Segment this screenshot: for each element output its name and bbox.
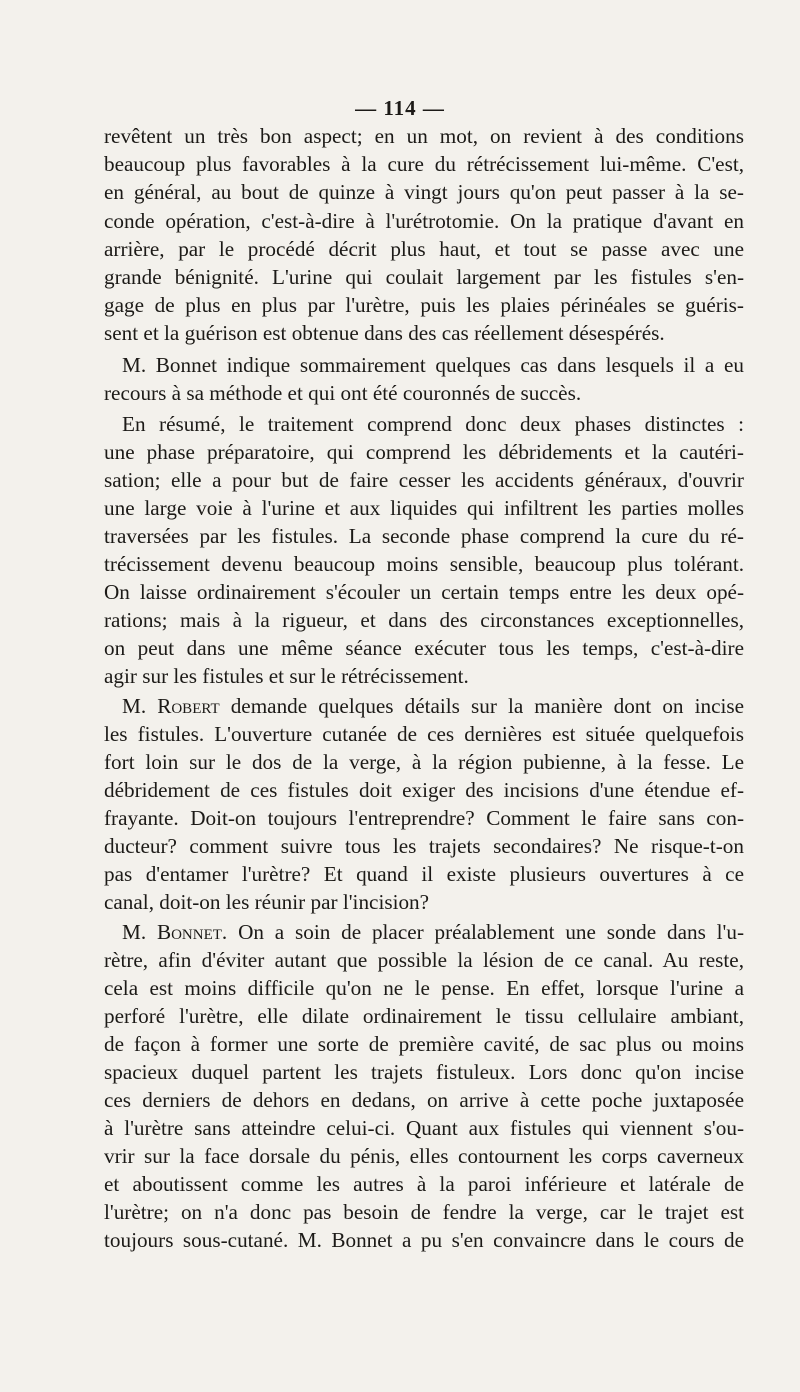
text-line: à l'urètre sans atteindre celui-ci. Quant aux fistules qui viennent s'ou- (104, 1116, 744, 1140)
text-line-robert (122, 692, 744, 720)
text-line: beaucoup plus favorables à la cure du rétrécissement lui-même. C'est, (104, 152, 744, 176)
text-line: perforé l'urètre, elle dilate ordinairement le tissu cellulaire ambiant, (104, 1004, 744, 1028)
text-line: trécissement devenu beaucoup moins sensible, beaucoup plus tolérant. (104, 552, 744, 576)
text-line: toujours sous-cutané. M. Bonnet a pu s'en convaincre dans le cours de (104, 1228, 744, 1252)
text-line: ces derniers de dehors en dedans, on arrive à cette poche juxtaposée (104, 1088, 744, 1112)
text-line: revêtent un très bon aspect; en un mot, on revient à des conditions (104, 124, 744, 148)
text-line: sation; elle a pour but de faire cesser les accidents généraux, d'ouvrir (104, 468, 744, 492)
speaker-prefix: M. (122, 694, 147, 718)
text-line: conde opération, c'est-à-dire à l'urétrotomie. On la pratique d'avant en (104, 209, 744, 233)
text-line: spacieux duquel partent les trajets fistuleux. Lors donc qu'on incise (104, 1060, 744, 1084)
speaker-name-bonnet: Bonnet. (156, 920, 228, 944)
page-number: — 114 — (355, 96, 445, 120)
text-line: pas d'entamer l'urètre? Et quand il existe plusieurs ouvertures à ce (104, 862, 744, 886)
text-line: on peut dans une même séance exécuter tous les temps, c'est-à-dire (104, 636, 744, 660)
text-line: traversées par les fistules. La seconde phase comprend la cure du ré- (104, 524, 744, 548)
text-line: les fistules. L'ouverture cutanée de ces dernières est située quelquefois (104, 722, 744, 746)
text-line: grande bénignité. L'urine qui coulait largement par les fistules s'en- (104, 265, 744, 289)
text-line: une large voie à l'urine et aux liquides qui infiltrent les parties molles (104, 496, 744, 520)
text-line: sent et la guérison est obtenue dans des cas réellement désespérés. (104, 321, 665, 345)
text-fragment: demande quelques détails sur la manière dont on incise (230, 694, 745, 718)
speaker-prefix: M. (122, 920, 147, 944)
text-line: canal, doit-on les réunir par l'incision? (104, 890, 430, 914)
text-line: une phase préparatoire, qui comprend les débridements et la cautéri- (104, 440, 744, 464)
text-line-bonnet (122, 918, 744, 946)
text-line: débridement de ces fistules doit exiger des incisions d'une étendue ef- (104, 778, 744, 802)
text-line: ducteur? comment suivre tous les trajets secondaires? Ne risque-t-on (104, 834, 744, 858)
text-line: rations; mais à la rigueur, et dans des circonstances exceptionnelles, (104, 608, 744, 632)
text-line: arrière, par le procédé décrit plus haut, et tout se passe avec une (104, 237, 744, 261)
text-line: rètre, afin d'éviter autant que possible la lésion de ce canal. Au reste, (104, 948, 744, 972)
text-line: et aboutissent comme les autres à la paroi inférieure et latérale de (104, 1172, 744, 1196)
text-line: recours à sa méthode et qui ont été couronnés de succès. (104, 381, 582, 405)
text-line: cela est moins difficile qu'on ne le pense. En effet, lorsque l'urine a (104, 976, 744, 1000)
text-line: On laisse ordinairement s'écouler un certain temps entre les deux opé- (104, 580, 744, 604)
text-line: gage de plus en plus par l'urètre, puis les plaies périnéales se guéris- (104, 293, 744, 317)
text-line: frayante. Doit-on toujours l'entreprendre? Comment le faire sans con- (104, 806, 744, 830)
text-line: En résumé, le traitement comprend donc deux phases distinctes : (122, 412, 744, 436)
speaker-name-robert: Robert (157, 694, 220, 718)
text-line: de façon à former une sorte de première cavité, de sac plus ou moins (104, 1032, 744, 1056)
text-line: vrir sur la face dorsale du pénis, elles contournent les corps caverneux (104, 1144, 744, 1168)
text-line: M. Bonnet indique sommairement quelques cas dans lesquels il a eu (122, 353, 744, 377)
text-line: agir sur les fistules et sur le rétrécissement. (104, 664, 469, 688)
text-line: l'urètre; on n'a donc pas besoin de fendre la verge, car le trajet est (104, 1200, 744, 1224)
text-fragment: On a soin de placer préalablement une sonde dans l'u- (238, 920, 745, 944)
text-line: fort loin sur le dos de la verge, à la région pubienne, à la fesse. Le (104, 750, 744, 774)
text-line: en général, au bout de quinze à vingt jours qu'on peut passer à la se- (104, 180, 744, 204)
